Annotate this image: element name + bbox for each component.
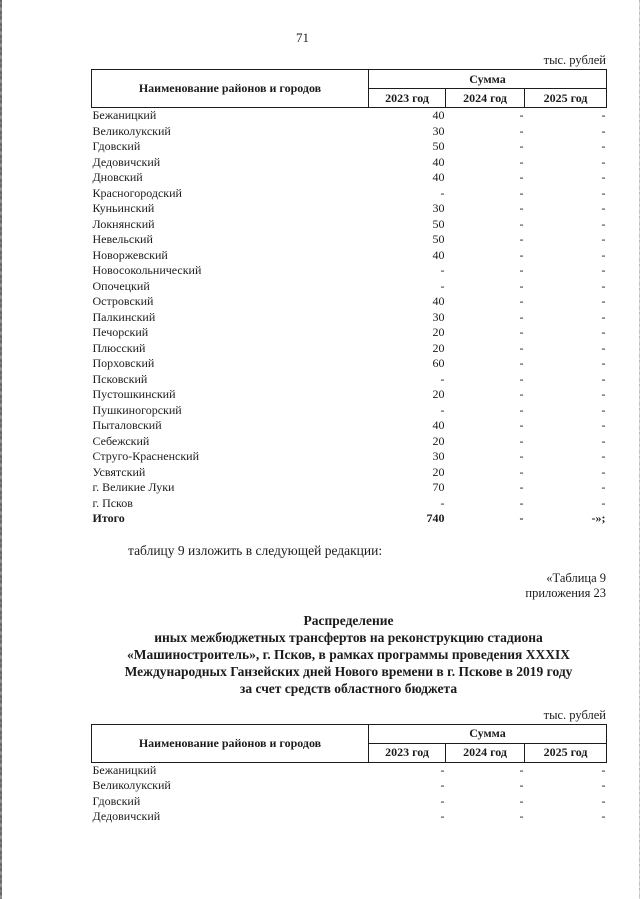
column-header-districts: Наименование районов и городов xyxy=(92,724,369,762)
amount-cell-2023: 60 xyxy=(432,356,445,370)
amount-cell-2025: - xyxy=(601,495,606,510)
amount-cell-2025: - xyxy=(601,325,606,339)
transfers-table-1 xyxy=(91,69,607,527)
amount-cell-2024: - xyxy=(519,480,524,494)
amount-cell-2024: - xyxy=(519,793,524,808)
amount-cell-2025: - xyxy=(601,356,606,370)
amount-cell-2023: 50 xyxy=(432,139,445,153)
column-header-year-2023: 2023 год xyxy=(369,89,446,108)
district-row xyxy=(92,418,607,434)
transfers-table-2 xyxy=(91,724,607,825)
amount-cell-2025: - xyxy=(601,387,606,401)
column-header-year-2024: 2024 год xyxy=(446,89,525,108)
amount-cell-2025: - xyxy=(601,762,606,777)
table-1-body xyxy=(92,108,607,527)
district-row xyxy=(92,356,607,372)
total-row xyxy=(92,511,607,527)
district-name-cell: Гдовский xyxy=(92,793,141,808)
amount-cell-2024: - xyxy=(519,278,524,293)
table-ref-line-2: приложения 23 xyxy=(525,585,606,600)
units-label-2: тыс. рублей xyxy=(543,707,606,722)
amount-cell-2025: - xyxy=(601,123,606,138)
amount-cell-2023: 40 xyxy=(432,418,445,432)
amount-cell-2023: 20 xyxy=(432,325,445,339)
amount-cell-2025: - xyxy=(601,201,606,215)
district-row xyxy=(92,186,607,202)
amount-cell-2023: 20 xyxy=(432,387,445,401)
district-row xyxy=(92,762,607,778)
amount-cell-2023: - xyxy=(440,778,445,793)
amount-cell-2025: - xyxy=(601,108,606,122)
amount-cell-2025: - xyxy=(601,778,606,793)
district-row xyxy=(92,124,607,140)
amount-cell-2025: - xyxy=(601,247,606,262)
district-row xyxy=(92,294,607,310)
amount-cell-2024: - xyxy=(519,402,524,417)
column-header-districts: Наименование районов и городов xyxy=(92,70,369,108)
district-name-cell: Дедовичский xyxy=(92,154,161,169)
amount-cell-2023: 40 xyxy=(432,294,445,308)
district-row xyxy=(92,341,607,357)
district-name-cell: Островский xyxy=(92,294,154,308)
table-9-title xyxy=(91,612,606,698)
amount-cell-2024: - xyxy=(519,356,524,370)
district-row xyxy=(92,778,607,794)
district-name-cell: Итого xyxy=(92,511,125,525)
district-row xyxy=(92,434,607,450)
amount-cell-2025: - xyxy=(601,278,606,293)
amount-cell-2024: - xyxy=(519,495,524,510)
amount-cell-2024: - xyxy=(519,154,524,169)
district-name-cell: Дедовичский xyxy=(92,809,161,824)
amount-cell-2023: - xyxy=(440,762,445,777)
district-name-cell: Опочецкий xyxy=(92,278,150,293)
district-row xyxy=(92,217,607,233)
amount-cell-2025: - xyxy=(601,154,606,169)
column-header-year-2025: 2025 год xyxy=(525,743,607,762)
district-row xyxy=(92,201,607,217)
amount-cell-2023: 20 xyxy=(432,464,445,479)
column-header-sum-group: Сумма xyxy=(369,724,607,743)
district-name-cell: Пыталовский xyxy=(92,418,162,432)
amount-cell-2024: - xyxy=(519,418,524,432)
amount-cell-2023: 30 xyxy=(432,309,445,324)
amount-cell-2023: - xyxy=(440,402,445,417)
amount-cell-2024: - xyxy=(519,449,524,463)
amount-cell-2023: 30 xyxy=(432,449,445,463)
amount-cell-2025: - xyxy=(601,294,606,308)
amendment-paragraph: таблицу 9 изложить в следующей редакции: xyxy=(128,542,383,558)
amount-cell-2024: - xyxy=(519,464,524,479)
amount-cell-2023: 70 xyxy=(432,480,445,494)
scan-artifact-left-edge xyxy=(0,0,2,899)
district-row xyxy=(92,794,607,810)
amount-cell-2024: - xyxy=(519,340,524,355)
district-row xyxy=(92,170,607,186)
table-ref-line-1: «Таблица 9 xyxy=(546,570,606,585)
amount-cell-2025: - xyxy=(601,139,606,153)
district-name-cell: Красногородский xyxy=(92,185,182,200)
title-line-1: Распределение xyxy=(303,612,394,628)
amount-cell-2023: - xyxy=(440,809,445,824)
amount-cell-2024: - xyxy=(519,387,524,401)
district-row xyxy=(92,263,607,279)
amount-cell-2025: - xyxy=(601,309,606,324)
title-line-4: Международных Ганзейских дней Нового времени в г. Пскове в 2019 году xyxy=(124,664,573,680)
amount-cell-2025: - xyxy=(601,809,606,824)
district-row xyxy=(92,279,607,295)
amount-cell-2025: - xyxy=(601,216,606,231)
district-name-cell: Новоржевский xyxy=(92,247,168,262)
district-name-cell: Бежаницкий xyxy=(92,108,157,122)
table-2-body xyxy=(92,762,607,825)
document-page xyxy=(91,0,606,825)
amount-cell-2023: - xyxy=(440,371,445,386)
amount-cell-2023: 40 xyxy=(432,108,445,122)
district-row xyxy=(92,372,607,388)
amount-cell-2023: - xyxy=(440,495,445,510)
amount-cell-2025: - xyxy=(601,793,606,808)
table-reference-block xyxy=(91,571,606,601)
amount-cell-2025: - xyxy=(601,232,606,246)
amount-cell-2023: 50 xyxy=(432,216,445,231)
amount-cell-2025: - xyxy=(601,402,606,417)
district-row xyxy=(92,232,607,248)
amount-cell-2025: - xyxy=(601,185,606,200)
district-name-cell: Пустошкинский xyxy=(92,387,176,401)
district-name-cell: Локнянский xyxy=(92,216,155,231)
page-number: 71 xyxy=(296,30,309,45)
amount-cell-2023: 20 xyxy=(432,340,445,355)
amount-cell-2023: 40 xyxy=(432,247,445,262)
table-1-header xyxy=(92,70,607,108)
amount-cell-2024: - xyxy=(519,201,524,215)
amount-cell-2025: - xyxy=(601,418,606,432)
district-name-cell: Усвятский xyxy=(92,464,146,479)
district-row xyxy=(92,248,607,264)
amount-cell-2023: - xyxy=(440,793,445,808)
district-row xyxy=(92,480,607,496)
amount-cell-2025: - xyxy=(601,464,606,479)
amount-cell-2024: - xyxy=(519,123,524,138)
district-row xyxy=(92,155,607,171)
amount-cell-2023: 50 xyxy=(432,232,445,246)
amount-cell-2024: - xyxy=(519,762,524,777)
amount-cell-2023: 30 xyxy=(432,123,445,138)
district-name-cell: Струго-Красненский xyxy=(92,449,200,463)
district-row xyxy=(92,449,607,465)
amount-cell-2023: 30 xyxy=(432,201,445,215)
district-name-cell: Новосокольнический xyxy=(92,263,202,277)
amount-cell-2024: - xyxy=(519,170,524,184)
amount-cell-2025: - xyxy=(601,371,606,386)
amount-cell-2024: - xyxy=(519,185,524,200)
district-row xyxy=(92,325,607,341)
district-row xyxy=(92,403,607,419)
amount-cell-2025: - xyxy=(601,263,606,277)
amount-cell-2024: - xyxy=(519,263,524,277)
amount-cell-2024: - xyxy=(519,809,524,824)
district-row xyxy=(92,496,607,512)
district-row xyxy=(92,809,607,825)
amount-cell-2024: - xyxy=(519,511,524,525)
district-row xyxy=(92,139,607,155)
amount-cell-2023: 40 xyxy=(432,170,445,184)
amount-cell-2023: - xyxy=(440,263,445,277)
table-2-header xyxy=(92,724,607,762)
title-line-3: «Машиностроитель», г. Псков, в рамках программы проведения XXXIX xyxy=(127,646,570,662)
district-row xyxy=(92,387,607,403)
column-header-year-2024: 2024 год xyxy=(446,743,525,762)
amount-cell-2024: - xyxy=(519,232,524,246)
amount-cell-2023: 40 xyxy=(432,154,445,169)
amount-cell-2025: - xyxy=(601,170,606,184)
amount-cell-2024: - xyxy=(519,139,524,153)
district-name-cell: Невельский xyxy=(92,232,153,246)
amount-cell-2024: - xyxy=(519,371,524,386)
column-header-year-2025: 2025 год xyxy=(525,89,607,108)
title-line-2: иных межбюджетных трансфертов на реконструкцию стадиона xyxy=(154,629,543,645)
district-row xyxy=(92,465,607,481)
amount-cell-2024: - xyxy=(519,216,524,231)
district-name-cell: Куньинский xyxy=(92,201,155,215)
amount-cell-2025: -»; xyxy=(591,511,606,525)
district-name-cell: Псковский xyxy=(92,371,148,386)
district-name-cell: Плюсский xyxy=(92,340,146,355)
amount-cell-2025: - xyxy=(601,433,606,448)
district-row xyxy=(92,108,607,124)
amount-cell-2024: - xyxy=(519,325,524,339)
district-name-cell: Палкинский xyxy=(92,309,156,324)
amount-cell-2024: - xyxy=(519,433,524,448)
amount-cell-2024: - xyxy=(519,294,524,308)
district-name-cell: Дновский xyxy=(92,170,143,184)
amount-cell-2023: - xyxy=(440,185,445,200)
amount-cell-2024: - xyxy=(519,108,524,122)
amount-cell-2025: - xyxy=(601,480,606,494)
amount-cell-2024: - xyxy=(519,309,524,324)
district-name-cell: Печорский xyxy=(92,325,149,339)
amount-cell-2025: - xyxy=(601,449,606,463)
amount-cell-2023: - xyxy=(440,278,445,293)
district-name-cell: Пушкиногорский xyxy=(92,402,182,417)
amount-cell-2024: - xyxy=(519,778,524,793)
title-line-5: за счет средств областного бюджета xyxy=(239,681,458,697)
column-header-sum-group: Сумма xyxy=(369,70,607,89)
amount-cell-2023: 20 xyxy=(432,433,445,448)
amount-cell-2024: - xyxy=(519,247,524,262)
district-name-cell: Бежаницкий xyxy=(92,762,157,777)
district-name-cell: г. Псков xyxy=(92,495,133,510)
district-name-cell: Себежский xyxy=(92,433,150,448)
district-name-cell: Гдовский xyxy=(92,139,141,153)
district-name-cell: Великолукский xyxy=(92,123,171,138)
district-name-cell: Порховский xyxy=(92,356,155,370)
district-name-cell: г. Великие Луки xyxy=(92,480,175,494)
units-label-1: тыс. рублей xyxy=(543,53,606,67)
amount-cell-2023: 740 xyxy=(426,511,445,525)
district-row xyxy=(92,310,607,326)
district-name-cell: Великолукский xyxy=(92,778,171,793)
amount-cell-2025: - xyxy=(601,340,606,355)
column-header-year-2023: 2023 год xyxy=(369,743,446,762)
